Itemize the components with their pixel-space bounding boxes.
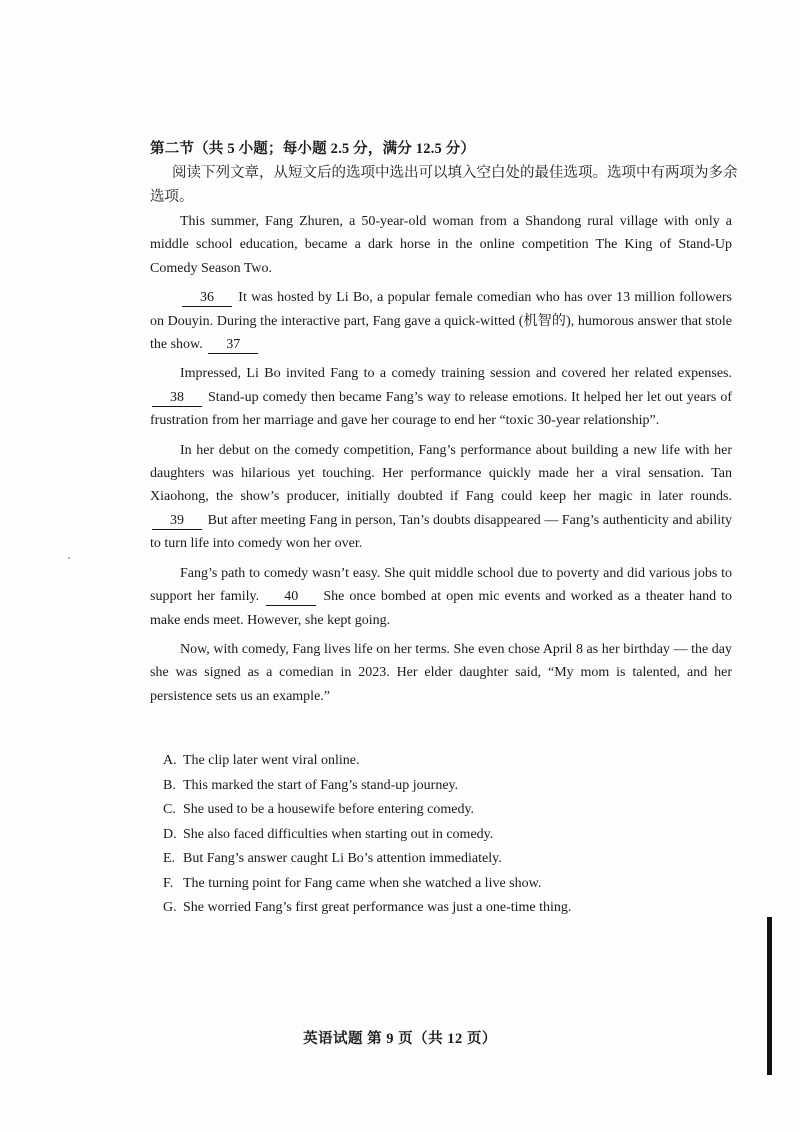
passage-paragraph-6: Now, with comedy, Fang lives life on her terms. She even chose April 8 as her birthday — the day she was signed as a comedian in 2023. Her elder daughter said, “My mom is talented, and her persistence sets us an example.” [150,641,732,704]
paragraph-3-text-a: Impressed, Li Bo invited Fang to a comedy training session and covered her related expenses. [180,366,732,382]
page-footer: 英语试题 第 9 页（共 12 页） [303,1031,497,1047]
option-letter: G. [163,900,177,915]
paragraph-2-text: It was hosted by Li Bo, a popular female comedian who has over 13 million followers on Douyin. During the interactive part, Fang gave a quick-witted (机智的), humorous answer that stole the show. [150,290,732,353]
scan-speck [68,557,70,559]
paragraph-4-text-a: In her debut on the comedy competition, Fang’s performance about building a new life with her daughters was hilarious yet touching. Her performance quickly made her a viral sensation. Tan Xiaohong, the show’s producer, initially doubted if Fang could keep her magic in later rounds. [150,442,732,505]
blank-39: 39 [152,513,202,530]
option-d [163,823,723,848]
option-text: She used to be a housewife before entering comedy. [183,802,475,817]
passage-paragraph-3 [150,362,732,432]
passage-paragraph-5 [150,562,732,632]
answer-options [163,749,723,921]
paragraph-5-text-b: She once bombed at open mic events and worked as a theater hand to make ends meet. However, she kept going. [150,589,733,628]
paragraph-4-text-b: But after meeting Fang in person, Tan’s doubts disappeared — Fang’s authenticity and ability to turn life into comedy won her over. [150,512,732,552]
passage-paragraph-1: This summer, Fang Zhuren, a 50-year-old woman from a Shandong rural village with only a middle school education, became a dark horse in the online competition The King of Stand-Up Comedy Season Two. [150,214,732,276]
option-letter: E. [163,851,176,866]
option-letter: B. [163,777,176,793]
section-instructions: 阅读下列文章，从短文后的选项中选出可以填入空白处的最佳选项。选项中有两项为多余选项。 [150,165,738,205]
option-text: She also faced difficulties when starting out in comedy. [183,826,494,842]
option-letter: F. [163,875,174,891]
option-e [163,847,723,872]
passage-paragraph-2 [150,286,732,356]
option-f [163,872,723,897]
reading-passage [150,210,732,714]
option-letter: D. [163,826,177,842]
blank-38: 38 [152,390,202,407]
option-letter: A. [163,753,177,768]
paragraph-3-text-b: Stand-up comedy then became Fang’s way to release emotions. It helped her let out years of frustration from her marriage and gave her courage to end her “toxic 30-year relationship”. [150,389,732,429]
section-heading: 第二节（共 5 小题；每小题 2.5 分，满分 12.5 分） [150,141,476,157]
blank-37: 37 [208,337,258,354]
blank-40: 40 [266,589,316,606]
passage-paragraph-4 [150,439,732,556]
option-text: But Fang’s answer caught Li Bo’s attention immediately. [183,851,502,866]
option-text: She worried Fang’s first great performance was just a one-time thing. [183,900,572,915]
paragraph-5-text-a: Fang’s path to comedy wasn’t easy. She quit middle school due to poverty and did various jobs to support her family. [150,565,732,605]
option-text: The turning point for Fang came when she watched a live show. [183,875,542,891]
blank-36: 36 [182,290,232,307]
option-text: The clip later went viral online. [183,753,360,768]
option-a [163,749,723,774]
option-g [163,896,723,921]
scan-edge-line [767,917,772,1075]
option-b [163,774,723,799]
option-text: This marked the start of Fang’s stand-up journey. [183,777,459,793]
option-c [163,798,723,823]
option-letter: C. [163,802,176,817]
